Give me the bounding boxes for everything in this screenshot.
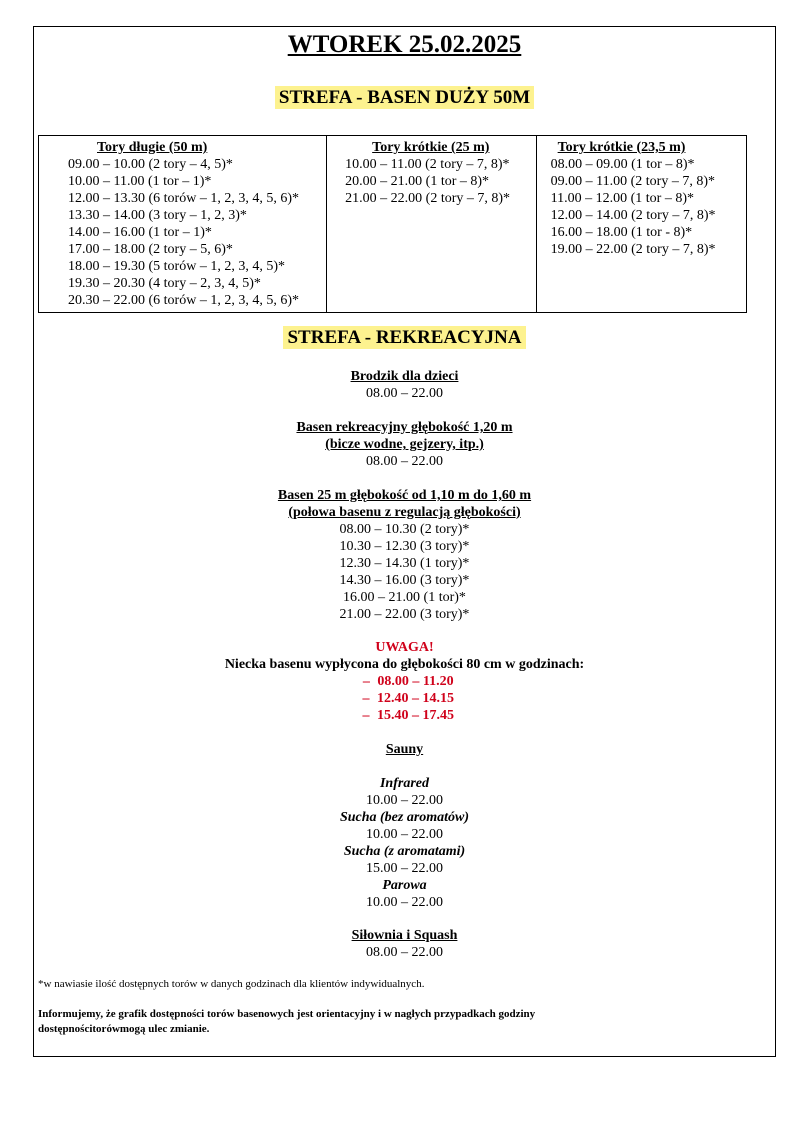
recreation-pool-hours: 08.00 – 22.00 xyxy=(366,454,443,469)
sauna-hours: 15.00 – 22.00 xyxy=(366,861,443,876)
lane-slot: 12.00 – 14.00 (2 tory – 7, 8)* xyxy=(550,208,716,223)
saunas-heading: Sauny xyxy=(385,742,424,757)
sauna-hours: 10.00 – 22.00 xyxy=(366,793,443,808)
warning-section xyxy=(34,639,775,724)
brodzik-heading: Brodzik dla dzieci xyxy=(350,369,459,384)
brodzik-section xyxy=(34,368,775,402)
lane-slot: 19.30 – 20.30 (4 tory – 2, 3, 4, 5)* xyxy=(68,276,261,291)
sauna-name: Sucha (bez aromatów) xyxy=(339,810,470,825)
info-line: Informujemy, że grafik dostępności torów basenowych jest orientacyjny i w nagłych przypadkach godziny xyxy=(38,1008,536,1020)
dash: – xyxy=(362,674,370,689)
lane-slot: 20.30 – 22.00 (6 torów – 1, 2, 3, 4, 5, 6)* xyxy=(68,293,299,308)
sauna-hours: 10.00 – 22.00 xyxy=(366,827,443,842)
lanes-column-heading: Tory krótkie (25 m) xyxy=(372,140,490,155)
lane-slot: 19.00 – 22.00 (2 tory – 7, 8)* xyxy=(550,242,716,257)
pool-25-slot: 16.00 – 21.00 (1 tor)* xyxy=(343,590,466,605)
pool-25-subheading: (połowa basenu z regulacją głębokości) xyxy=(288,505,521,520)
pool-25-section xyxy=(34,487,775,623)
lane-slot: 16.00 – 18.00 (1 tor - 8)* xyxy=(550,225,693,240)
recreation-pool-subheading: (bicze wodne, gejzery, itp.) xyxy=(325,437,484,452)
pool-25-heading: Basen 25 m głębokość od 1,10 m do 1,60 m xyxy=(277,488,532,503)
pool-25-slot: 08.00 – 10.30 (2 tory)* xyxy=(339,522,470,537)
lanes-short-25-column xyxy=(327,136,536,313)
lane-slot: 21.00 – 22.00 (2 tory – 7, 8)* xyxy=(345,191,511,206)
warning-time: – 15.40 – 17.45 xyxy=(34,707,775,724)
lane-slot: 11.00 – 12.00 (1 tor – 8)* xyxy=(550,191,694,206)
gym-heading: Siłownia i Squash xyxy=(351,928,458,943)
gym-section xyxy=(34,927,775,961)
warning-text: Niecka basenu wypłycona do głębokości 80 cm w godzinach: xyxy=(224,657,585,672)
zone-recreation-heading: STREFA - REKREACYJNA xyxy=(34,327,775,349)
recreation-pool-heading: Basen rekreacyjny głębokość 1,20 m xyxy=(296,420,513,435)
dash: – xyxy=(362,708,370,723)
page-title: WTOREK 25.02.2025 xyxy=(287,31,522,58)
warning-label: UWAGA! xyxy=(375,640,434,655)
warning-time: – 08.00 – 11.20 xyxy=(34,673,775,690)
warning-time: – 12.40 – 14.15 xyxy=(34,690,775,707)
gym-hours: 08.00 – 22.00 xyxy=(366,945,443,960)
lanes-short-23-column xyxy=(536,136,746,313)
lane-slot: 12.00 – 13.30 (6 torów – 1, 2, 3, 4, 5, 6)* xyxy=(68,191,299,206)
lane-slot: 18.00 – 19.30 (5 torów – 1, 2, 3, 4, 5)* xyxy=(68,259,285,274)
lane-slot: 10.00 – 11.00 (1 tor – 1)* xyxy=(68,174,212,189)
lanes-long-column xyxy=(39,136,327,313)
recreation-pool-section xyxy=(34,419,775,470)
schedule-frame xyxy=(33,26,776,1057)
lane-slot: 20.00 – 21.00 (1 tor – 8)* xyxy=(345,174,490,189)
sauna-name: Parowa xyxy=(382,878,427,893)
zone-large-pool-heading: STREFA - BASEN DUŻY 50M xyxy=(34,87,775,109)
info-line: dostępnościtorówmogą ulec zmianie. xyxy=(38,1023,210,1035)
lane-slot: 17.00 – 18.00 (2 tory – 5, 6)* xyxy=(68,242,233,257)
saunas-section xyxy=(34,741,775,911)
lane-slot: 13.30 – 14.00 (3 tory – 1, 2, 3)* xyxy=(68,208,247,223)
lanes-column-heading: Tory długie (50 m) xyxy=(97,140,208,155)
pool-25-slot: 10.30 – 12.30 (3 tory)* xyxy=(339,539,470,554)
pool-25-slot: 12.30 – 14.30 (1 tory)* xyxy=(339,556,470,571)
sauna-hours: 10.00 – 22.00 xyxy=(366,895,443,910)
dash: – xyxy=(362,691,370,706)
sauna-name: Infrared xyxy=(379,776,429,791)
pool-25-slot: 14.30 – 16.00 (3 tory)* xyxy=(339,573,470,588)
lane-slot: 10.00 – 11.00 (2 tory – 7, 8)* xyxy=(345,157,510,172)
lanes-column-heading: Tory krótkie (23,5 m) xyxy=(557,140,686,155)
sauna-name: Sucha (z aromatami) xyxy=(343,844,466,859)
pool-25-slot: 21.00 – 22.00 (3 tory)* xyxy=(339,607,470,622)
lane-slot: 09.00 – 10.00 (2 tory – 4, 5)* xyxy=(68,157,233,172)
lanes-table xyxy=(38,135,747,313)
lane-slot: 08.00 – 09.00 (1 tor – 8)* xyxy=(550,157,695,172)
info-notice xyxy=(38,1007,535,1037)
brodzik-hours: 08.00 – 22.00 xyxy=(366,386,443,401)
lane-slot: 14.00 – 16.00 (1 tor – 1)* xyxy=(68,225,212,240)
footnote: *w nawiasie ilość dostępnych torów w danych godzinach dla klientów indywidualnych. xyxy=(38,978,425,990)
lane-slot: 09.00 – 11.00 (2 tory – 7, 8)* xyxy=(550,174,715,189)
